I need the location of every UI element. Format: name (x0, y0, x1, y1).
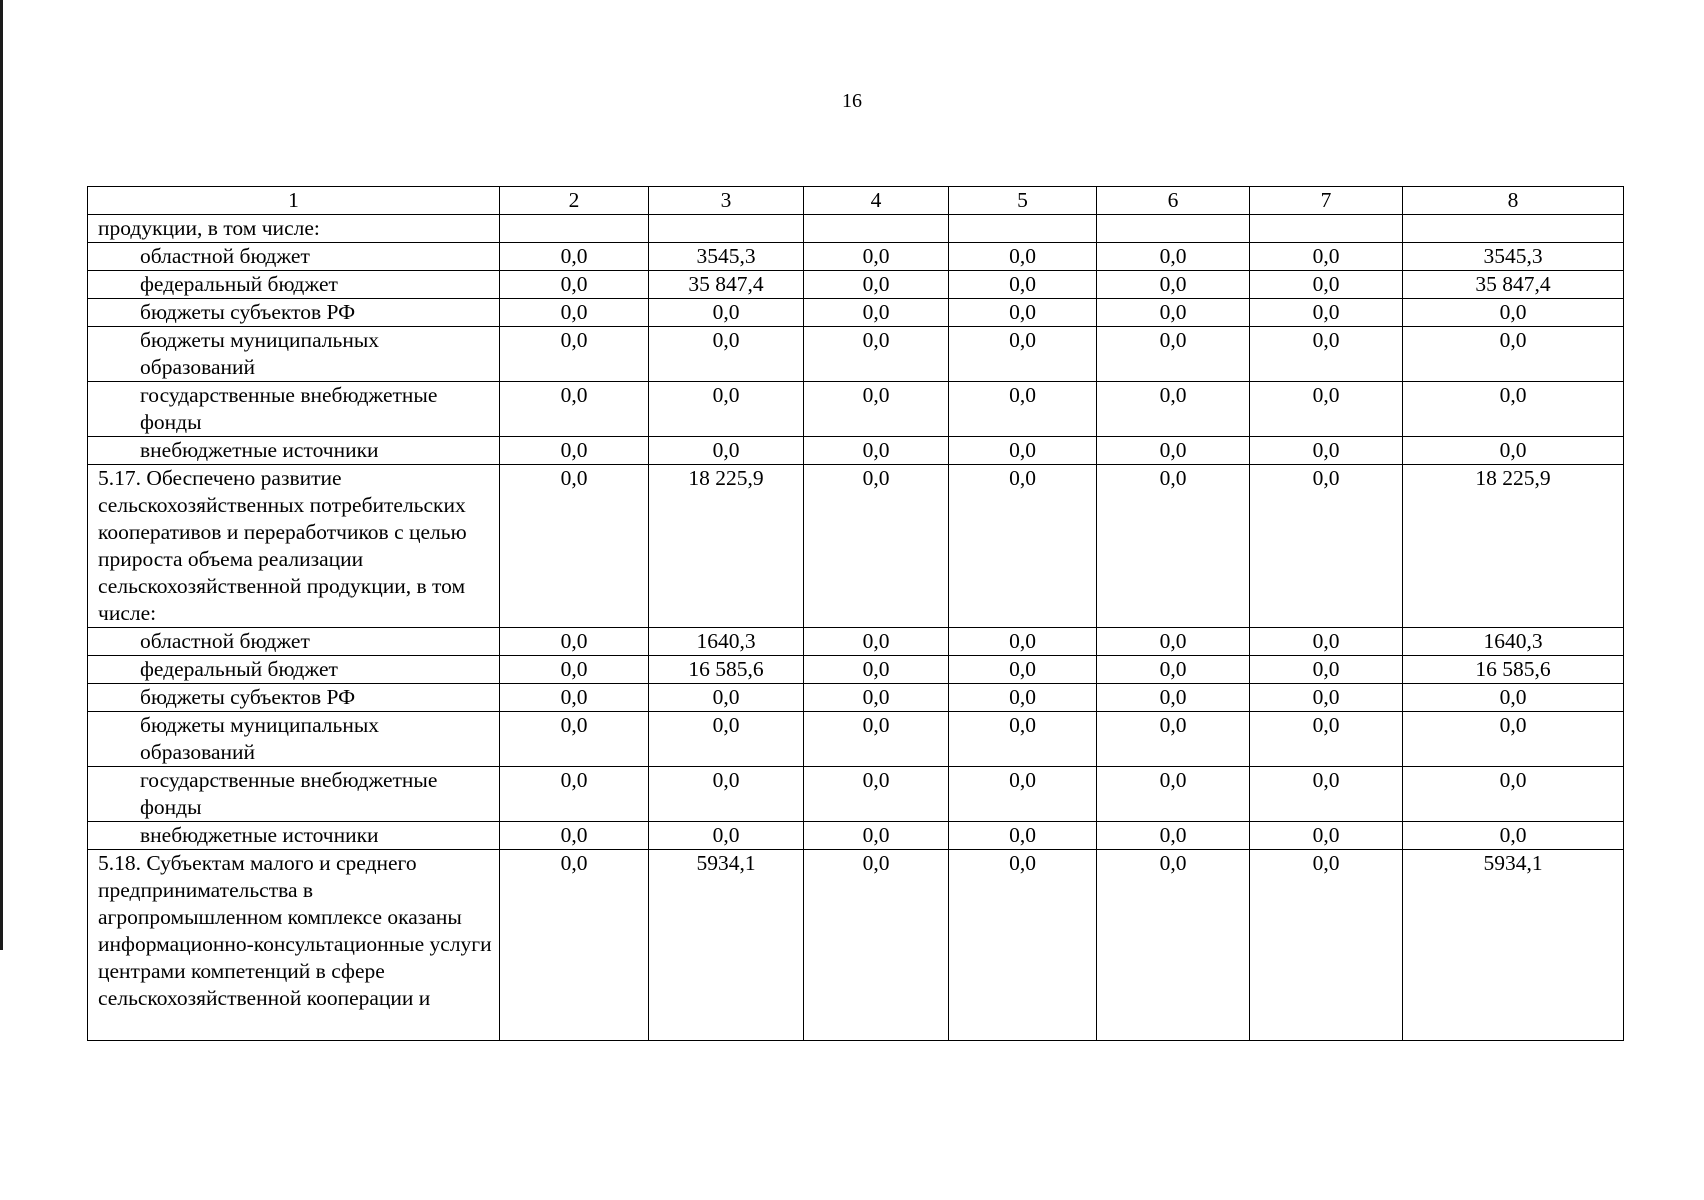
column-header: 6 (1097, 187, 1250, 215)
row-label: продукции, в том числе: (88, 215, 500, 243)
value-cell: 0,0 (949, 271, 1097, 299)
value-cell: 0,0 (1097, 822, 1250, 850)
value-cell: 0,0 (1097, 299, 1250, 327)
value-cell: 0,0 (649, 382, 804, 437)
value-cell: 0,0 (500, 271, 649, 299)
value-cell: 0,0 (1097, 437, 1250, 465)
value-cell: 0,0 (1097, 271, 1250, 299)
value-cell: 16 585,6 (649, 656, 804, 684)
value-cell: 0,0 (804, 465, 949, 628)
value-cell: 0,0 (1097, 712, 1250, 767)
value-cell: 0,0 (649, 299, 804, 327)
value-cell: 0,0 (500, 437, 649, 465)
value-cell: 0,0 (649, 712, 804, 767)
table-row (88, 656, 1624, 684)
table-body (88, 187, 1624, 1041)
table-row (88, 684, 1624, 712)
value-cell: 0,0 (1250, 299, 1403, 327)
value-cell: 18 225,9 (649, 465, 804, 628)
column-header: 3 (649, 187, 804, 215)
value-cell (949, 215, 1097, 243)
value-cell (1097, 215, 1250, 243)
row-label: федеральный бюджет (88, 271, 500, 299)
table-row (88, 628, 1624, 656)
column-header: 5 (949, 187, 1097, 215)
row-label: областной бюджет (88, 628, 500, 656)
value-cell: 0,0 (500, 656, 649, 684)
value-cell (804, 215, 949, 243)
value-cell: 0,0 (500, 822, 649, 850)
value-cell: 3545,3 (1403, 243, 1624, 271)
column-header: 7 (1250, 187, 1403, 215)
budget-table (87, 186, 1624, 1041)
value-cell: 0,0 (1097, 327, 1250, 382)
value-cell: 0,0 (1250, 767, 1403, 822)
value-cell: 35 847,4 (1403, 271, 1624, 299)
value-cell (500, 215, 649, 243)
value-cell: 0,0 (804, 437, 949, 465)
value-cell: 0,0 (949, 712, 1097, 767)
value-cell (1250, 215, 1403, 243)
value-cell: 0,0 (949, 299, 1097, 327)
value-cell: 0,0 (949, 850, 1097, 1041)
row-label: государственные внебюджетные фонды (88, 382, 500, 437)
row-label: внебюджетные источники (88, 822, 500, 850)
value-cell: 0,0 (1403, 382, 1624, 437)
value-cell: 0,0 (1250, 271, 1403, 299)
value-cell: 0,0 (949, 684, 1097, 712)
table-row (88, 767, 1624, 822)
table-row (88, 850, 1624, 1041)
header-row (88, 187, 1624, 215)
value-cell: 0,0 (1403, 299, 1624, 327)
row-label: бюджеты субъектов РФ (88, 684, 500, 712)
value-cell: 0,0 (1097, 465, 1250, 628)
value-cell: 0,0 (804, 299, 949, 327)
value-cell: 0,0 (1403, 437, 1624, 465)
row-label: федеральный бюджет (88, 656, 500, 684)
value-cell: 3545,3 (649, 243, 804, 271)
value-cell: 0,0 (1250, 382, 1403, 437)
table-row (88, 822, 1624, 850)
value-cell: 0,0 (949, 656, 1097, 684)
value-cell: 1640,3 (1403, 628, 1624, 656)
value-cell: 0,0 (1403, 822, 1624, 850)
value-cell: 0,0 (1250, 243, 1403, 271)
column-header: 1 (88, 187, 500, 215)
value-cell: 0,0 (1250, 822, 1403, 850)
value-cell: 16 585,6 (1403, 656, 1624, 684)
row-label: бюджеты муниципальных образований (88, 327, 500, 382)
table-row (88, 327, 1624, 382)
value-cell: 0,0 (804, 327, 949, 382)
value-cell: 0,0 (500, 465, 649, 628)
value-cell: 0,0 (500, 712, 649, 767)
row-label: 5.18. Субъектам малого и среднего предпринимательства в агропромышленном комплексе оказаны информационно-консультационные услуги центрами компетенций в сфере сельскохозяйственной кооперации и (88, 850, 500, 1041)
value-cell (649, 215, 804, 243)
value-cell: 0,0 (949, 437, 1097, 465)
value-cell: 5934,1 (1403, 850, 1624, 1041)
value-cell: 18 225,9 (1403, 465, 1624, 628)
table-row (88, 299, 1624, 327)
table-row (88, 712, 1624, 767)
table-row (88, 243, 1624, 271)
value-cell: 0,0 (804, 271, 949, 299)
column-header: 8 (1403, 187, 1624, 215)
table-row (88, 437, 1624, 465)
value-cell: 0,0 (804, 767, 949, 822)
table-row (88, 215, 1624, 243)
scan-edge-shadow (0, 0, 3, 950)
value-cell: 0,0 (949, 628, 1097, 656)
value-cell: 0,0 (1097, 850, 1250, 1041)
table-row (88, 382, 1624, 437)
value-cell: 0,0 (500, 243, 649, 271)
value-cell: 0,0 (804, 382, 949, 437)
value-cell: 0,0 (1250, 656, 1403, 684)
table-row (88, 271, 1624, 299)
value-cell: 0,0 (804, 656, 949, 684)
value-cell: 0,0 (500, 684, 649, 712)
value-cell: 35 847,4 (649, 271, 804, 299)
value-cell: 0,0 (1097, 243, 1250, 271)
row-label: бюджеты муниципальных образований (88, 712, 500, 767)
value-cell: 0,0 (949, 767, 1097, 822)
value-cell: 0,0 (1097, 684, 1250, 712)
column-header: 2 (500, 187, 649, 215)
value-cell: 0,0 (500, 767, 649, 822)
value-cell: 0,0 (1097, 656, 1250, 684)
value-cell: 0,0 (1250, 712, 1403, 767)
row-label: 5.17. Обеспечено развитие сельскохозяйственных потребительских кооперативов и переработчиков с целью прироста объема реализации сельскохозяйственной продукции, в том числе: (88, 465, 500, 628)
value-cell: 0,0 (500, 382, 649, 437)
value-cell: 0,0 (804, 628, 949, 656)
value-cell: 0,0 (649, 822, 804, 850)
value-cell: 0,0 (949, 465, 1097, 628)
value-cell: 0,0 (1250, 850, 1403, 1041)
row-label: областной бюджет (88, 243, 500, 271)
value-cell: 0,0 (949, 382, 1097, 437)
value-cell: 0,0 (1403, 327, 1624, 382)
value-cell: 0,0 (1097, 382, 1250, 437)
value-cell: 0,0 (804, 850, 949, 1041)
table-row (88, 465, 1624, 628)
value-cell: 0,0 (500, 850, 649, 1041)
row-label: государственные внебюджетные фонды (88, 767, 500, 822)
value-cell: 0,0 (1250, 327, 1403, 382)
value-cell: 0,0 (500, 327, 649, 382)
value-cell: 0,0 (1403, 684, 1624, 712)
page-number: 16 (842, 90, 862, 112)
value-cell: 1640,3 (649, 628, 804, 656)
value-cell: 0,0 (500, 628, 649, 656)
value-cell: 0,0 (649, 767, 804, 822)
value-cell: 0,0 (1250, 684, 1403, 712)
value-cell: 0,0 (1403, 712, 1624, 767)
row-label: внебюджетные источники (88, 437, 500, 465)
value-cell: 0,0 (649, 437, 804, 465)
value-cell: 0,0 (649, 327, 804, 382)
value-cell: 0,0 (949, 327, 1097, 382)
value-cell: 0,0 (1097, 767, 1250, 822)
value-cell: 0,0 (949, 243, 1097, 271)
value-cell: 0,0 (804, 712, 949, 767)
column-header: 4 (804, 187, 949, 215)
value-cell: 0,0 (804, 243, 949, 271)
value-cell: 0,0 (804, 684, 949, 712)
value-cell: 0,0 (649, 684, 804, 712)
value-cell: 0,0 (804, 822, 949, 850)
value-cell: 0,0 (1097, 628, 1250, 656)
value-cell: 0,0 (1403, 767, 1624, 822)
value-cell: 5934,1 (649, 850, 804, 1041)
value-cell: 0,0 (1250, 628, 1403, 656)
value-cell (1403, 215, 1624, 243)
value-cell: 0,0 (1250, 465, 1403, 628)
value-cell: 0,0 (500, 299, 649, 327)
row-label: бюджеты субъектов РФ (88, 299, 500, 327)
value-cell: 0,0 (1250, 437, 1403, 465)
value-cell: 0,0 (949, 822, 1097, 850)
